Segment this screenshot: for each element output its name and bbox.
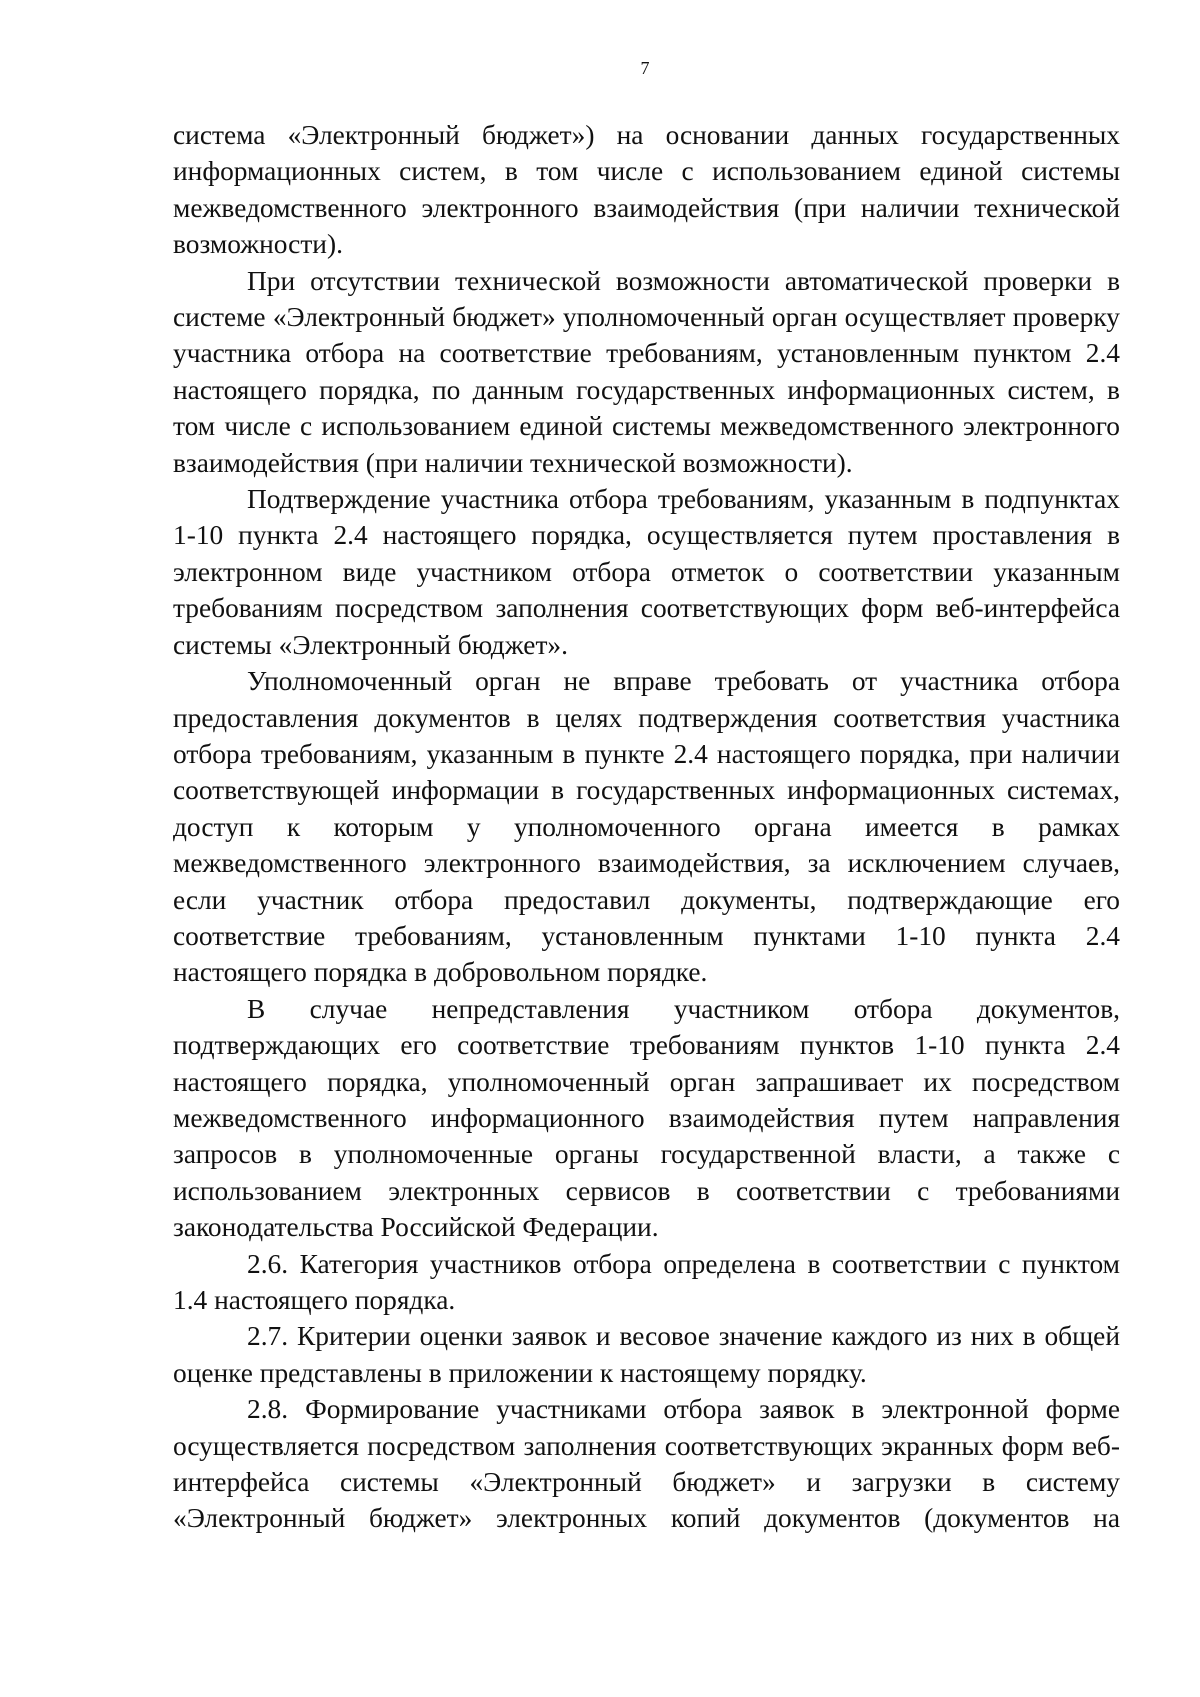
paragraph-2-7: 2.7. Критерии оценки заявок и весовое значение каждого из них в общей оценке представлены в приложении к настоящему порядку.: [173, 1321, 1120, 1388]
paragraph-confirmation: Подтверждение участника отбора требованиям, указанным в подпунктах 1-10 пункта 2.4 настоящего порядка, осуществляется путем проставления в электронном виде участником отбора отметок о соответствии указанным требованиям посредством заполнения соответствующих форм веб-интерфейса системы «Электронный бюджет».: [173, 484, 1120, 660]
paragraph-continuation: система «Электронный бюджет») на основании данных государственных информационных систем, в том числе с использованием единой системы межведомственного электронного взаимодействия (при наличии технической возможности).: [173, 120, 1120, 260]
paragraph-2-8: 2.8. Формирование участниками отбора заявок в электронной форме осуществляется посредством заполнения соответствующих экранных форм веб-интерфейса системы «Электронный бюджет» и загрузки в систему «Электронный бюджет» электронных копий документов (документов на: [173, 1394, 1120, 1534]
page-number: 7: [640, 58, 650, 78]
paragraph-2-6: 2.6. Категория участников отбора определена в соответствии с пунктом 1.4 настоящего порядка.: [173, 1248, 1120, 1315]
paragraph-automatic-check: При отсутствии технической возможности автоматической проверки в системе «Электронный бюджет» уполномоченный орган осуществляет проверку участника отбора на соответствие требованиям, установленным пунктом 2.4 настоящего порядка, по данным государственных информационных систем, в том числе с использованием единой системы межведомственного электронного взаимодействия (при наличии технической возможности).: [173, 265, 1120, 478]
paragraph-documents-not-required: Уполномоченный орган не вправе требовать от участника отбора предоставления документов в целях подтверждения соответствия участника отбора требованиям, указанным в пункте 2.4 настоящего порядка, при наличии соответствующей информации в государственных информационных системах, доступ к которым у уполномоченного органа имеется в рамках межведомственного электронного взаимодействия, за исключением случаев, если участник отбора предоставил документы, подтверждающие его соответствие требованиям, установленным пунктами 1-10 пункта 2.4 настоящего порядка в добровольном порядке.: [173, 666, 1120, 988]
document-body: [173, 117, 1120, 1537]
paragraph-interagency-request: В случае непредставления участником отбора документов, подтверждающих его соответствие требованиям пунктов 1-10 пункта 2.4 настоящего порядка, уполномоченный орган запрашивает их посредством межведомственного информационного взаимодействия путем направления запросов в уполномоченные органы государственной власти, а также с использованием электронных сервисов в соответствии с требованиями законодательства Российской Федерации.: [173, 993, 1120, 1243]
